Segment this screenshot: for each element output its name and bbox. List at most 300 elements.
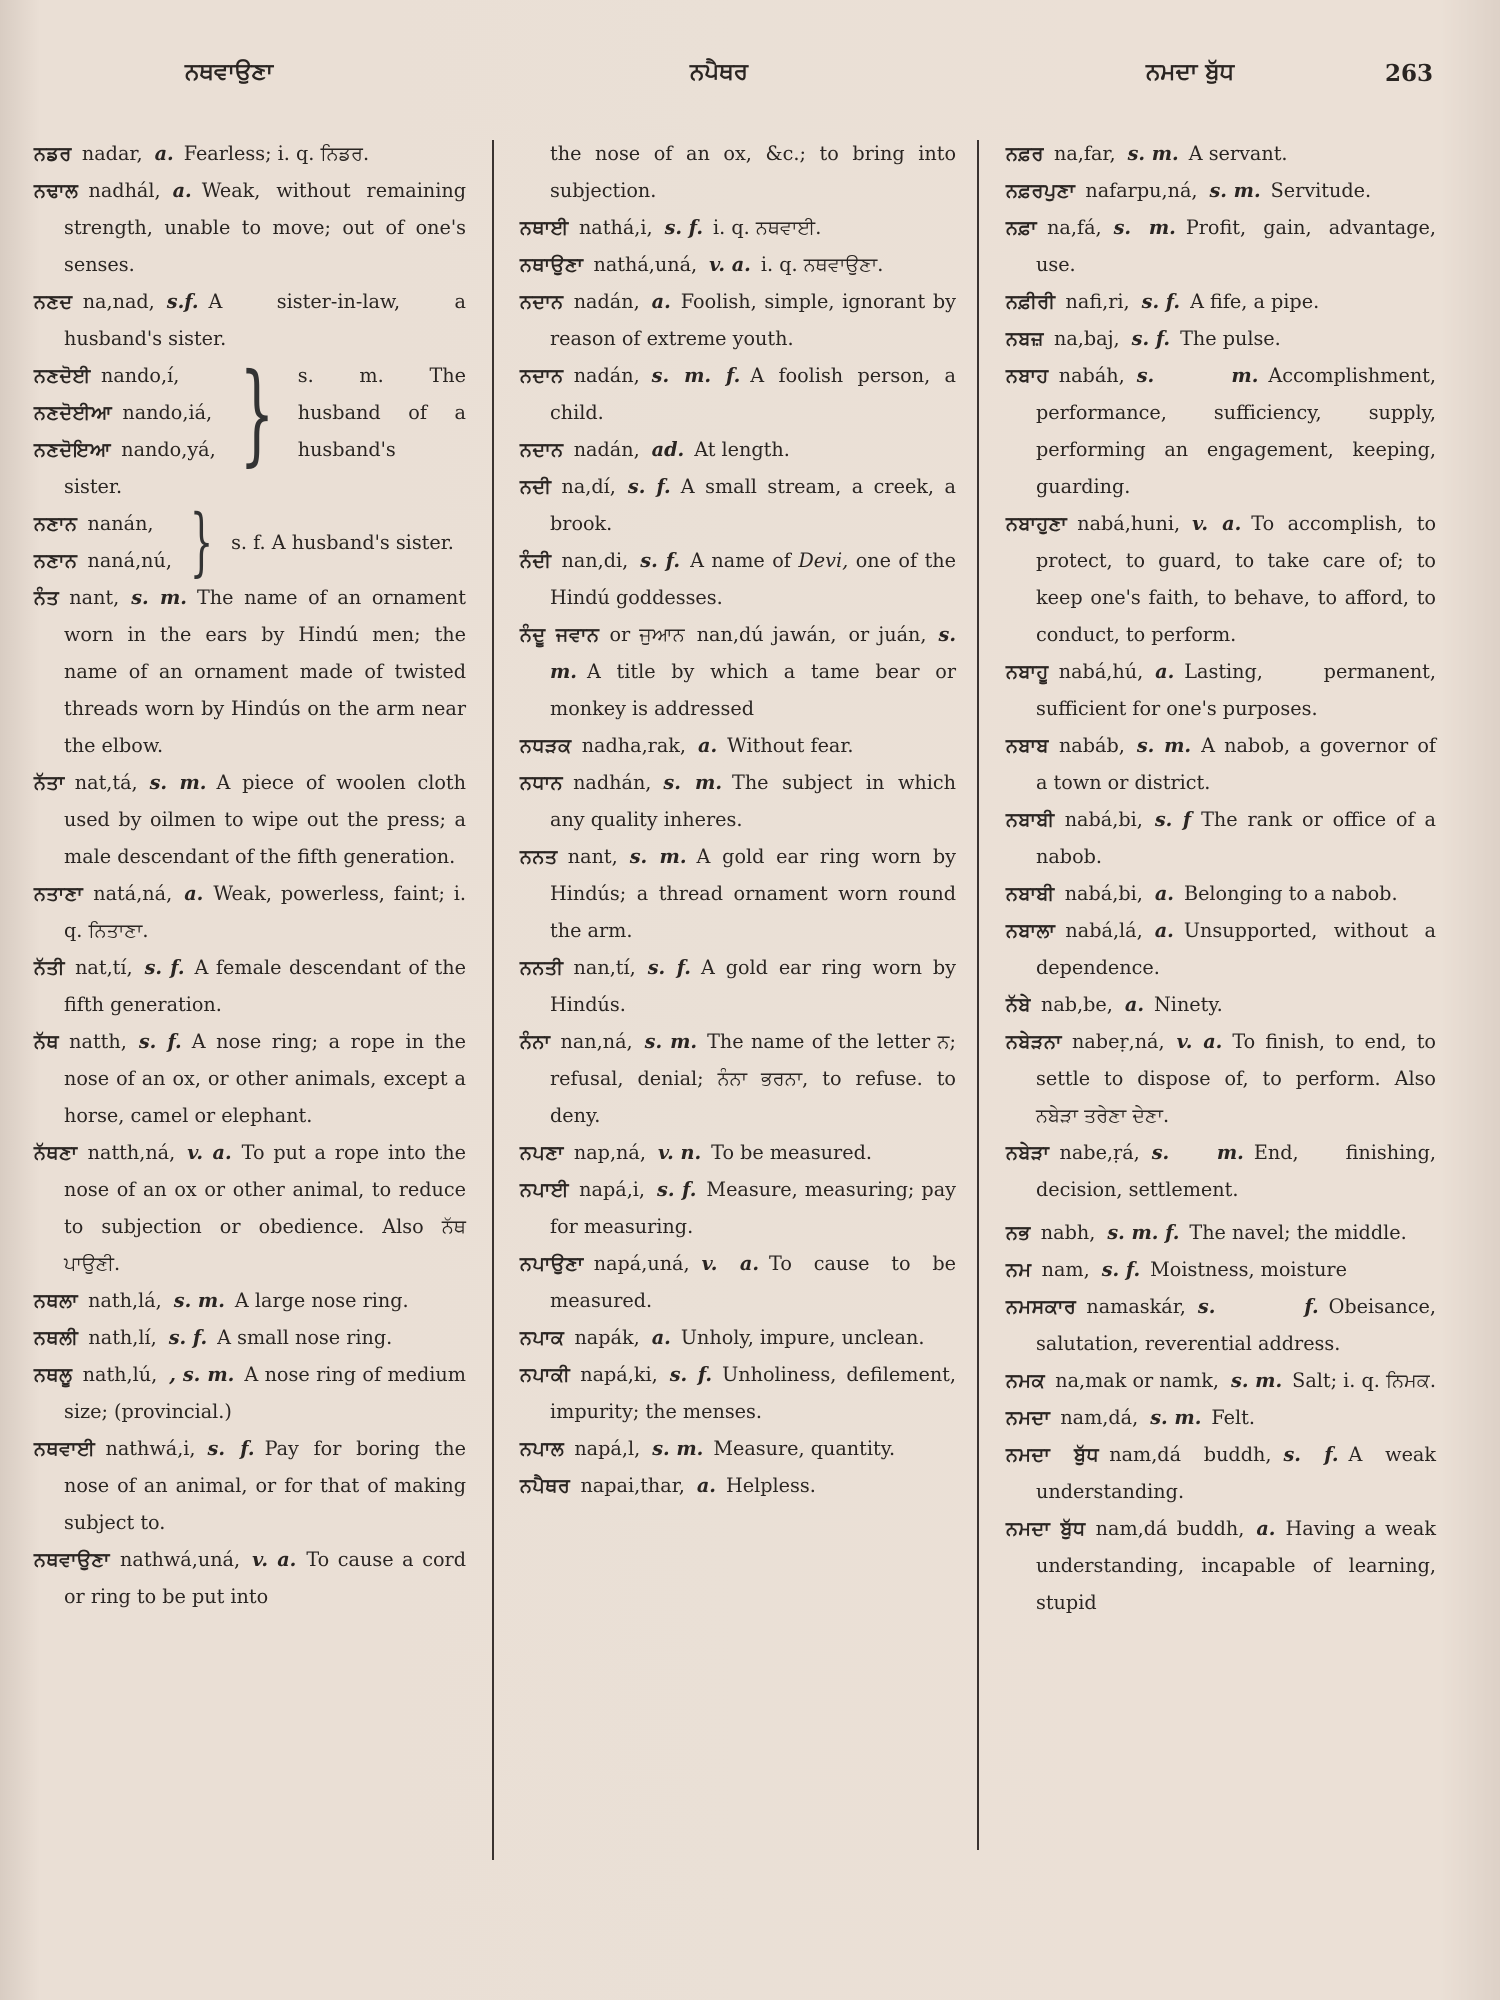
- transliteration: nadán,: [573, 364, 640, 387]
- definition: Without fear.: [727, 734, 854, 757]
- headword: ਨਭ: [1006, 1221, 1031, 1244]
- headword: ਨਪਾਲ: [520, 1437, 565, 1460]
- part-of-speech: s.f.: [166, 290, 199, 313]
- dictionary-entry: [34, 172, 466, 283]
- dictionary-entry: [1006, 801, 1436, 875]
- dictionary-entry: [34, 579, 466, 764]
- headword: ਨਨਤੀ: [520, 956, 564, 979]
- dictionary-entry: [34, 1023, 466, 1134]
- definition: A nabob, a governor of a town or district.: [1036, 734, 1436, 794]
- dictionary-entry: [520, 1356, 956, 1430]
- headword: ਨਧੜਕ: [520, 734, 572, 757]
- headword: ਨਬਾਹੁਣਾ: [1006, 512, 1068, 535]
- dictionary-entry: [520, 431, 956, 468]
- dictionary-entry: [1006, 1251, 1436, 1288]
- definition: A title by which a tame bear or monkey is addressed: [550, 660, 956, 720]
- dictionary-entry: [1006, 172, 1436, 209]
- part-of-speech: s. f: [1154, 808, 1192, 831]
- dictionary-entry: [1006, 135, 1436, 172]
- dictionary-entry: [520, 468, 956, 542]
- part-of-speech: a.: [1155, 660, 1175, 683]
- column-1: [34, 135, 466, 1615]
- definition: Moistness, moisture: [1150, 1258, 1347, 1281]
- headword: ਨਣਦੋਇਆ: [34, 438, 112, 461]
- definition: Weak, powerless, faint; i. q. ਨਿਤਾਣਾ.: [64, 882, 466, 942]
- definition-continuation: the nose of an ox, &c.; to bring into subjection.: [550, 142, 956, 202]
- dictionary-entry: [520, 542, 956, 616]
- definition: Pay for boring the nose of an animal, or for that of making subject to.: [64, 1437, 466, 1534]
- transliteration: na,mak or namk,: [1055, 1369, 1220, 1392]
- part-of-speech: a.: [1256, 1517, 1276, 1540]
- headword: ਨਬਾਬ: [1006, 734, 1049, 757]
- part-of-speech: s. f.: [144, 956, 185, 979]
- part-of-speech: ad.: [651, 438, 685, 461]
- dictionary-entry: [1006, 986, 1436, 1023]
- headword: ਨਣਦੋਈ: [34, 364, 91, 387]
- headword: ਨਫ਼ਾ: [1006, 216, 1038, 239]
- part-of-speech: s. f.: [669, 1363, 713, 1386]
- definition: A nose ring; a rope in the nose of an ox, or other animals, except a horse, camel or elephant.: [64, 1030, 466, 1127]
- transliteration: nadán,: [573, 438, 640, 461]
- part-of-speech: s. m.: [131, 586, 187, 609]
- definition: Helpless.: [726, 1474, 816, 1497]
- transliteration: nan,tí,: [573, 956, 636, 979]
- running-head-right: ਨਮਦਾ ਬੁੱਧ: [1146, 58, 1235, 85]
- transliteration: natá,ná,: [93, 882, 173, 905]
- definition: s. f. A husband's sister.: [231, 530, 454, 554]
- dictionary-entry: [520, 616, 956, 727]
- headword: ਨੱਥ: [34, 1030, 60, 1053]
- headword: ਨਣਦ: [34, 290, 73, 313]
- definition: The pulse.: [1180, 327, 1281, 350]
- transliteration: nant,: [69, 586, 120, 609]
- column-2: [520, 135, 956, 1504]
- headword: ਨਮ: [1006, 1258, 1032, 1281]
- definition: A foolish person, a child.: [550, 364, 956, 424]
- headword: ਨਥਲਾ: [34, 1289, 79, 1312]
- dictionary-entry: [34, 1282, 466, 1319]
- dictionary-entry: [1006, 1023, 1436, 1134]
- transliteration: natth,ná,: [87, 1141, 176, 1164]
- dictionary-entry: [520, 1171, 956, 1245]
- definition: Salt; i. q. ਨਿਮਕ.: [1292, 1369, 1436, 1392]
- transliteration: nabá,bi,: [1064, 882, 1143, 905]
- dictionary-entry: [34, 764, 466, 875]
- definition: A small nose ring.: [217, 1326, 393, 1349]
- part-of-speech: s. f.: [627, 475, 671, 498]
- headword: ਨਬਜ਼: [1006, 327, 1044, 350]
- part-of-speech: a.: [172, 179, 192, 202]
- dictionary-entry: [34, 1134, 466, 1282]
- transliteration: nabáh,: [1058, 364, 1125, 387]
- headword: ਨਣਦੋਈਆ: [34, 401, 113, 424]
- definition: The name of the letter ਨ; refusal, denial; ਨੰਨਾ ਭਰਨਾ, to refuse. to deny.: [550, 1030, 956, 1127]
- part-of-speech: s. m.: [629, 845, 687, 868]
- transliteration: nadar,: [81, 142, 143, 165]
- definition: i. q. ਨਥਵਾਈ.: [713, 216, 822, 239]
- headword: ਨਦਾਨ: [520, 438, 564, 461]
- definition: one of the Hindú goddesses.: [550, 549, 956, 609]
- definition: Profit, gain, advantage, use.: [1036, 216, 1436, 276]
- dictionary-entry: [34, 283, 466, 357]
- headword: ਨੰਤ: [34, 586, 60, 609]
- transliteration: na,baj,: [1053, 327, 1120, 350]
- dictionary-entry: [1006, 1510, 1436, 1621]
- dictionary-entry: [1006, 1436, 1436, 1510]
- part-of-speech: s. f.: [1101, 1258, 1141, 1281]
- definition: Unsupported, without a dependence.: [1036, 919, 1436, 979]
- headword: ਨਬੇੜਾ: [1006, 1141, 1050, 1164]
- part-of-speech: s. m. f.: [651, 364, 741, 387]
- headword: ਨਮਦਾ ਬੁੱਧ: [1006, 1517, 1086, 1540]
- transliteration: napá,ki,: [580, 1363, 658, 1386]
- running-head-left: ਨਥਵਾਉਣਾ: [185, 58, 274, 85]
- definition: Unholy, impure, unclean.: [680, 1326, 925, 1349]
- part-of-speech: s. m.: [173, 1289, 225, 1312]
- headword: ਨਦੀ: [520, 475, 552, 498]
- dictionary-entry: [1006, 1362, 1436, 1399]
- transliteration: nan,di,: [561, 549, 629, 572]
- brace: }: [239, 348, 275, 477]
- dictionary-entry: [1006, 357, 1436, 505]
- definition: A servant.: [1188, 142, 1288, 165]
- dictionary-entry: [1006, 209, 1436, 283]
- definition: A weak understanding.: [1036, 1443, 1436, 1503]
- transliteration: na,dí,: [561, 475, 616, 498]
- dictionary-entry: [34, 1541, 466, 1615]
- transliteration: nabh,: [1040, 1221, 1096, 1244]
- part-of-speech: s. m.: [1136, 364, 1259, 387]
- definition: A name of: [690, 549, 791, 572]
- headword: ਨਧਾਨ: [520, 771, 564, 794]
- transliteration: na,nad,: [82, 290, 155, 313]
- dictionary-entry: [520, 209, 956, 246]
- definition: Obeisance, salutation, reverential address.: [1036, 1295, 1436, 1355]
- definition: A gold ear ring worn by Hindús; a thread ornament worn round the arm.: [550, 845, 956, 942]
- dictionary-entry: [1006, 505, 1436, 653]
- transliteration: nat,tá,: [74, 771, 138, 794]
- dictionary-entry: [520, 1134, 956, 1171]
- definition: To be measured.: [711, 1141, 872, 1164]
- dictionary-entry: [520, 1319, 956, 1356]
- definition: A female descendant of the fifth generation.: [64, 956, 466, 1016]
- dictionary-entry: [520, 764, 956, 838]
- dictionary-entry: [1006, 320, 1436, 357]
- headword: ਨਫ਼ਰ: [1006, 142, 1044, 165]
- definition: To cause to be measured.: [550, 1252, 956, 1312]
- headword: ਨਪਾਕ: [520, 1326, 565, 1349]
- definition: The navel; the middle.: [1189, 1221, 1407, 1244]
- headword: ਨਦਾਨ: [520, 290, 564, 313]
- headword: ਨਬੇੜਨਾ: [1006, 1030, 1062, 1053]
- dictionary-entry: [520, 949, 956, 1023]
- definition-italic: Devi,: [798, 549, 849, 572]
- transliteration: napá,l,: [574, 1437, 641, 1460]
- definition: Fearless; i. q. ਨਿਡਰ.: [183, 142, 370, 165]
- headword: ਨਨਤ: [520, 845, 558, 868]
- part-of-speech: , s. m.: [169, 1363, 235, 1386]
- headword: ਨਤਾਣਾ: [34, 882, 84, 905]
- headword: ਨੰਨਾ: [520, 1030, 551, 1053]
- headword: ਨਪਾਕੀ: [520, 1363, 571, 1386]
- dictionary-entry: [1006, 727, 1436, 801]
- definition: To accomplish, to protect, to guard, to take care of; to keep one's faith, to behave, to afford, to conduct, to perform.: [1036, 512, 1436, 646]
- dictionary-entry: [34, 1356, 466, 1430]
- column-rule-left: [492, 140, 494, 1860]
- transliteration: na,far,: [1053, 142, 1116, 165]
- part-of-speech: a.: [184, 882, 204, 905]
- grouped-entry: [34, 499, 466, 585]
- part-of-speech: s. m.: [663, 771, 723, 794]
- part-of-speech: a.: [1154, 919, 1174, 942]
- transliteration: nathá,i,: [578, 216, 653, 239]
- transliteration: nathwá,i,: [105, 1437, 196, 1460]
- page-number: 263: [1385, 60, 1434, 87]
- part-of-speech: s. f.: [647, 956, 691, 979]
- dictionary-entry: [34, 949, 466, 1023]
- definition: A sister-in-law, a husband's sister.: [64, 290, 466, 350]
- column-3: [1006, 135, 1436, 1621]
- part-of-speech: a.: [651, 290, 671, 313]
- transliteration: nando,í,: [101, 364, 180, 387]
- part-of-speech: s. f.: [1131, 327, 1171, 350]
- headword: ਨੱਤੀ: [34, 956, 66, 979]
- headword: ਨੱਥਣਾ: [34, 1141, 78, 1164]
- headword: ਨਥਾਈ: [520, 216, 569, 239]
- part-of-speech: s. m.: [1136, 734, 1192, 757]
- transliteration: nando,iá,: [122, 401, 213, 424]
- part-of-speech: s. f.: [207, 1437, 255, 1460]
- dictionary-entry: [1006, 1399, 1436, 1436]
- headword: ਨਥਵਾਈ: [34, 1437, 96, 1460]
- part-of-speech: s. m.: [644, 1030, 698, 1053]
- running-head-center: ਨਪੈਥਰ: [690, 58, 749, 85]
- headword: ਨਥਲੀ: [34, 1326, 79, 1349]
- transliteration: nabáb,: [1058, 734, 1125, 757]
- transliteration: nadán,: [573, 290, 640, 313]
- definition: Measure, quantity.: [713, 1437, 896, 1460]
- part-of-speech: s. f.: [640, 549, 681, 572]
- transliteration: natth,: [69, 1030, 127, 1053]
- dictionary-entry: [520, 838, 956, 949]
- dictionary-entry: [34, 1319, 466, 1356]
- dictionary-entry: [1006, 912, 1436, 986]
- definition: A small stream, a creek, a brook.: [550, 475, 956, 535]
- transliteration: nadha,rak,: [581, 734, 687, 757]
- part-of-speech: v. a.: [1192, 512, 1242, 535]
- transliteration: nabá,huni,: [1077, 512, 1181, 535]
- headword: ਨਪਾਉਣਾ: [520, 1252, 584, 1275]
- transliteration: nam,dá,: [1060, 1406, 1139, 1429]
- definition: Having a weak understanding, incapable of learning, stupid: [1036, 1517, 1436, 1614]
- transliteration: nab,be,: [1040, 993, 1113, 1016]
- part-of-speech: s. m.: [1113, 216, 1176, 239]
- headword: ਨਢਾਲ: [34, 179, 79, 202]
- transliteration: nadhál,: [88, 179, 161, 202]
- part-of-speech: a.: [1154, 882, 1174, 905]
- part-of-speech: s. m.: [149, 771, 207, 794]
- transliteration: nant,: [567, 845, 618, 868]
- transliteration: nando,yá,: [121, 438, 216, 461]
- definition: Felt.: [1211, 1406, 1255, 1429]
- headword: ਨਮਕ: [1006, 1369, 1046, 1392]
- definition: End, finishing, decision, settlement.: [1036, 1141, 1436, 1201]
- definition: The name of an ornament worn in the ears by Hindú men; the name of an ornament made of twisted threads worn by Hindús on the arm near the elbow.: [64, 586, 466, 757]
- transliteration: napá,uná,: [593, 1252, 690, 1275]
- dictionary-entry: [520, 1245, 956, 1319]
- headword: ਨਫ਼ੀਰੀ: [1006, 290, 1056, 313]
- dictionary-entry: [34, 1430, 466, 1541]
- dictionary-entry: [520, 1430, 956, 1467]
- part-of-speech: s. f.: [664, 216, 704, 239]
- transliteration: nadhán,: [573, 771, 652, 794]
- dictionary-entry: [520, 727, 956, 764]
- dictionary-entry: [34, 135, 466, 172]
- transliteration: nanán,: [87, 512, 154, 535]
- transliteration: nath,lú,: [82, 1363, 158, 1386]
- part-of-speech: a.: [651, 1326, 671, 1349]
- part-of-speech: s. m.: [1231, 1369, 1283, 1392]
- transliteration: napai,thar,: [580, 1474, 685, 1497]
- definition: s. m. The husband of a husband's: [297, 364, 466, 461]
- definition: Unholiness, defilement, impurity; the menses.: [550, 1363, 956, 1423]
- transliteration: nap,ná,: [573, 1141, 646, 1164]
- headword: ਨਬਾਹੂ: [1006, 660, 1049, 683]
- part-of-speech: s. f.: [1197, 1295, 1319, 1318]
- definition: A fife, a pipe.: [1190, 290, 1320, 313]
- part-of-speech: s. m.: [1151, 1141, 1244, 1164]
- definition: Belonging to a nabob.: [1183, 882, 1398, 905]
- dictionary-entry: [1006, 1134, 1436, 1208]
- definition: A piece of woolen cloth used by oilmen to wipe out the press; a male descendant of the fifth generation.: [64, 771, 466, 868]
- transliteration: nam,: [1041, 1258, 1090, 1281]
- headword: ਨਮਦਾ ਬੁੱਧ: [1006, 1443, 1100, 1466]
- definition: At length.: [694, 438, 790, 461]
- definition: i. q. ਨਥਵਾਉਣਾ.: [760, 253, 884, 276]
- dictionary-entry: [1006, 1214, 1436, 1251]
- definition: A gold ear ring worn by Hindús.: [550, 956, 956, 1016]
- definition: Measure, measuring; pay for measuring.: [550, 1178, 956, 1238]
- part-of-speech: s. m. f.: [1107, 1221, 1180, 1244]
- headword: ਨਥਵਾਉਣਾ: [34, 1548, 111, 1571]
- part-of-speech: s. m.: [550, 623, 956, 683]
- brace: }: [189, 499, 214, 585]
- headword: ਨਣਾਨ: [34, 549, 78, 572]
- transliteration: na,fá,: [1047, 216, 1102, 239]
- headword: ਨਪਾਈ: [520, 1178, 570, 1201]
- transliteration: nabeṛ,ná,: [1071, 1030, 1165, 1053]
- part-of-speech: a.: [696, 1474, 716, 1497]
- variant-headword: or ਜੁਆਨ: [609, 623, 685, 646]
- headword: ਨਪੈਥਰ: [520, 1474, 571, 1497]
- transliteration-variant: or juán,: [848, 623, 927, 646]
- dictionary-entry: [1006, 1288, 1436, 1362]
- headword: ਨੰਦੂ ਜਵਾਨ: [520, 623, 600, 646]
- part-of-speech: s. m.: [1209, 179, 1261, 202]
- transliteration: napá,i,: [579, 1178, 646, 1201]
- headword: ਨਬਾਬੀ: [1006, 808, 1055, 831]
- transliteration: nam,dá buddh,: [1095, 1517, 1245, 1540]
- definition: Ninety.: [1154, 993, 1223, 1016]
- headword: ਨਮਸਕਾਰ: [1006, 1295, 1077, 1318]
- definition: To cause a cord or ring to be put into: [64, 1548, 466, 1608]
- part-of-speech: a.: [154, 142, 174, 165]
- transliteration: namaskár,: [1086, 1295, 1186, 1318]
- headword: ਨਦਾਨ: [520, 364, 564, 387]
- definition: The rank or office of a nabob.: [1036, 808, 1436, 868]
- transliteration: nabá,hú,: [1058, 660, 1144, 683]
- part-of-speech: s. f.: [1141, 290, 1181, 313]
- definition: Lasting, permanent, sufficient for one's purposes.: [1036, 660, 1436, 720]
- dictionary-entry: [520, 246, 956, 283]
- dictionary-entry: [520, 1023, 956, 1134]
- dictionary-entry: [1006, 283, 1436, 320]
- transliteration: nafi,ri,: [1065, 290, 1130, 313]
- transliteration: nath,lá,: [88, 1289, 162, 1312]
- transliteration: nath,lí,: [88, 1326, 157, 1349]
- headword: ਨਬਾਲਾ: [1006, 919, 1056, 942]
- definition: To put a rope into the nose of an ox or other animal, to reduce to subjection or obedience. Also ਨੱਥ ਪਾਉਣੀ.: [64, 1141, 467, 1275]
- headword: ਨਫ਼ਰਪੁਣਾ: [1006, 179, 1076, 202]
- part-of-speech: v. a.: [252, 1548, 297, 1571]
- headword: ਨਣਾਨ: [34, 512, 78, 535]
- definition: To finish, to end, to settle to dispose of, to perform. Also ਨਬੇੜਾ ਤਰੇਣਾ ਦੇਣਾ.: [1036, 1030, 1436, 1127]
- headword: ਨਡਰ: [34, 142, 72, 165]
- headword: ਨੱਬੇ: [1006, 993, 1031, 1016]
- dictionary-entry: [1006, 875, 1436, 912]
- part-of-speech: v. n.: [657, 1141, 702, 1164]
- column-rule-right: [977, 140, 979, 1850]
- definition: A nose ring of medium size; (provincial.): [64, 1363, 466, 1423]
- headword: ਨਥਾਉਣਾ: [520, 253, 584, 276]
- definition: The subject in which any quality inheres.: [550, 771, 956, 831]
- part-of-speech: a.: [1124, 993, 1145, 1016]
- headword: ਨਬਾਹ: [1006, 364, 1049, 387]
- transliteration: nan,ná,: [560, 1030, 633, 1053]
- part-of-speech: v. a.: [1176, 1030, 1223, 1053]
- dictionary-entry: [520, 283, 956, 357]
- part-of-speech: v. a.: [709, 253, 751, 276]
- definition: A large nose ring.: [234, 1289, 409, 1312]
- transliteration: nat,tí,: [75, 956, 133, 979]
- part-of-speech: s. f.: [138, 1030, 182, 1053]
- transliteration: nafarpu,ná,: [1085, 179, 1198, 202]
- grouped-entry: [34, 348, 466, 477]
- definition: Weak, without remaining strength, unable to move; out of one's senses.: [64, 179, 466, 276]
- dictionary-entry: [520, 1467, 956, 1504]
- headword: ਨਮਦਾ: [1006, 1406, 1051, 1429]
- headword: ਨਬਾਬੀ: [1006, 882, 1055, 905]
- part-of-speech: s. m.: [1150, 1406, 1202, 1429]
- part-of-speech: v. a.: [187, 1141, 232, 1164]
- part-of-speech: s. f.: [168, 1326, 208, 1349]
- transliteration: nathá,uná,: [593, 253, 698, 276]
- dictionary-entry: [1006, 653, 1436, 727]
- part-of-speech: s. f.: [657, 1178, 697, 1201]
- definition: Servitude.: [1270, 179, 1372, 202]
- part-of-speech: a.: [698, 734, 718, 757]
- transliteration: nam,dá buddh,: [1109, 1443, 1272, 1466]
- headword: ਨੱਤਾ: [34, 771, 65, 794]
- transliteration: nathwá,uná,: [120, 1548, 241, 1571]
- transliteration: nabá,bi,: [1064, 808, 1143, 831]
- transliteration: nan,dú jawán,: [696, 623, 837, 646]
- part-of-speech: v. a.: [701, 1252, 760, 1275]
- headword: ਨਥਲੂ: [34, 1363, 73, 1386]
- dictionary-entry: [520, 357, 956, 431]
- transliteration: nabe,ṛá,: [1059, 1141, 1140, 1164]
- transliteration: nabá,lá,: [1065, 919, 1143, 942]
